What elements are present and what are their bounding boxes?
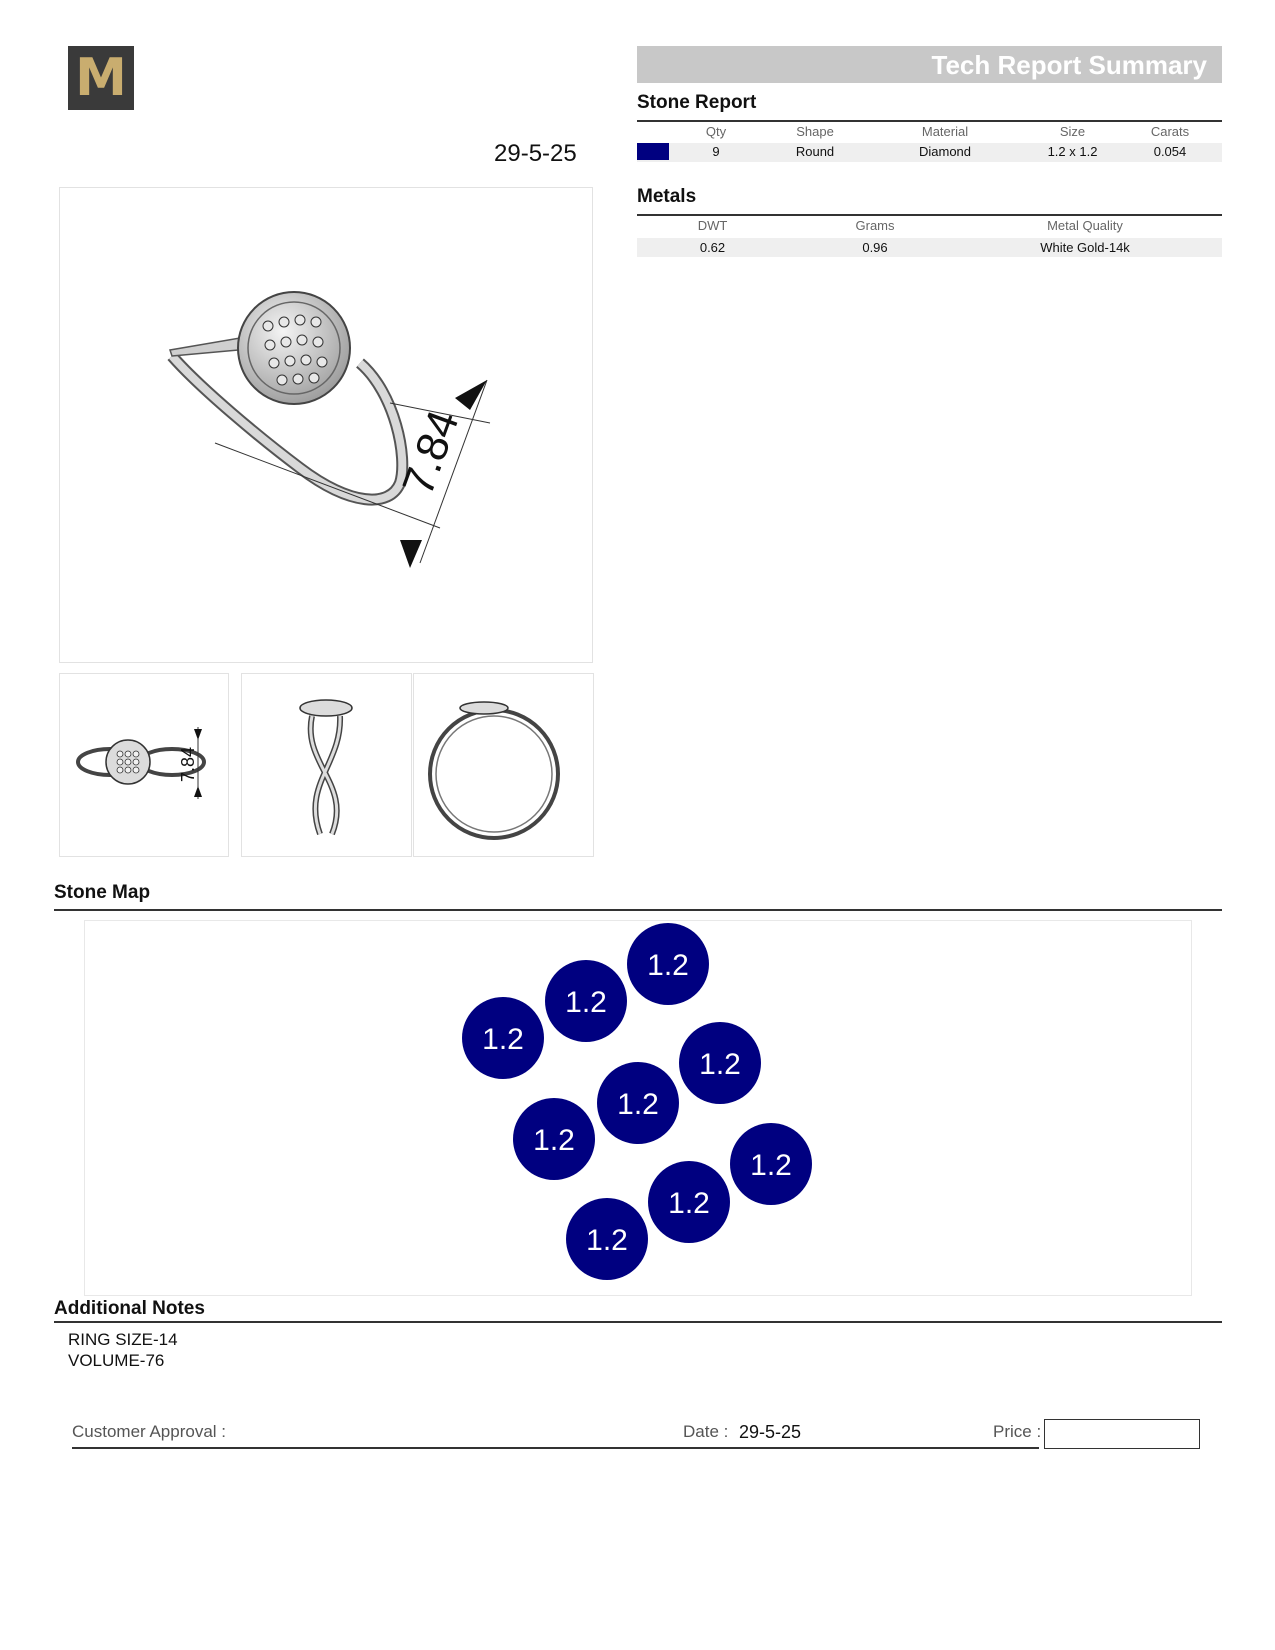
stone-qty: 9 (712, 144, 720, 159)
stone-size-label: 1.2 (617, 1088, 659, 1121)
column-header-carats: Carats (1150, 124, 1190, 139)
stone-marker (648, 1161, 730, 1243)
thumbnail-top-view[interactable] (59, 673, 229, 857)
stone-marker (597, 1062, 679, 1144)
metal-quality: White Gold-14k (1040, 240, 1130, 255)
additional-notes-heading: Additional Notes (54, 1298, 205, 1319)
stone-marker (545, 960, 627, 1042)
price-label: Price : (993, 1422, 1042, 1441)
stone-marker (566, 1198, 648, 1280)
stone-carats: 0.054 (1153, 144, 1187, 159)
stone-map-heading: Stone Map (54, 882, 151, 903)
stone-material: Diamond (918, 144, 972, 159)
stone-size-label: 1.2 (699, 1048, 741, 1081)
column-header-shape: Shape (796, 124, 834, 139)
company-logo (68, 46, 134, 110)
stone-shape: Round (795, 144, 835, 159)
stone-marker (730, 1123, 812, 1205)
stone-color-swatch (637, 143, 669, 160)
stone-map-divider (54, 909, 1222, 911)
metals-divider (637, 214, 1222, 216)
logo-letter: M (75, 48, 127, 108)
thumbnail-side-view[interactable] (241, 673, 412, 857)
report-title: Tech Report Summary (931, 50, 1207, 80)
metal-dwt: 0.62 (699, 240, 726, 255)
report-title-bar (637, 46, 1222, 83)
thumb-dimension-label: 7.84 (178, 746, 198, 782)
ring-top-render (60, 674, 228, 856)
main-ring-view (59, 187, 593, 663)
stone-report-divider (637, 120, 1222, 122)
stone-marker (462, 997, 544, 1079)
stone-size: 1.2 x 1.2 (1047, 144, 1098, 159)
customer-approval-label: Customer Approval : (72, 1422, 227, 1441)
ring-side-render (242, 674, 411, 856)
price-field[interactable] (1044, 1419, 1200, 1449)
metals-heading: Metals (637, 186, 697, 207)
stone-report-heading: Stone Report (637, 92, 757, 113)
ring-front-render (414, 674, 593, 856)
approval-date-value: 29-5-25 (739, 1422, 802, 1442)
stone-marker (627, 923, 709, 1005)
stone-size-label: 1.2 (750, 1149, 792, 1182)
main-dimension-label: 7.84 (393, 404, 469, 502)
note-volume: VOLUME-76 (68, 1351, 165, 1370)
note-ring-size: RING SIZE-14 (68, 1330, 178, 1349)
stone-map-diagram (85, 921, 1191, 1295)
column-header-dwt: DWT (697, 218, 728, 233)
column-header-size: Size (1059, 124, 1086, 139)
column-header-grams: Grams (855, 218, 895, 233)
stone-size-label: 1.2 (586, 1224, 628, 1257)
approval-date-label: Date : (683, 1422, 729, 1441)
thumbnail-front-view[interactable] (413, 673, 594, 857)
report-date: 29-5-25 (494, 140, 577, 167)
column-header-metal-quality: Metal Quality (1047, 218, 1123, 233)
stone-size-label: 1.2 (565, 986, 607, 1019)
stone-size-label: 1.2 (482, 1023, 524, 1056)
stone-map-panel (84, 920, 1192, 1296)
column-header-material: Material (921, 124, 969, 139)
notes-divider (54, 1321, 1222, 1323)
stone-marker (679, 1022, 761, 1104)
stone-size-label: 1.2 (533, 1124, 575, 1157)
ring-perspective-render (60, 188, 592, 662)
metal-grams: 0.96 (862, 240, 888, 255)
stone-size-label: 1.2 (647, 949, 689, 982)
column-header-qty: Qty (705, 124, 727, 139)
stone-size-label: 1.2 (668, 1187, 710, 1220)
stone-marker (513, 1098, 595, 1180)
approval-signature-line[interactable] (72, 1447, 1039, 1449)
